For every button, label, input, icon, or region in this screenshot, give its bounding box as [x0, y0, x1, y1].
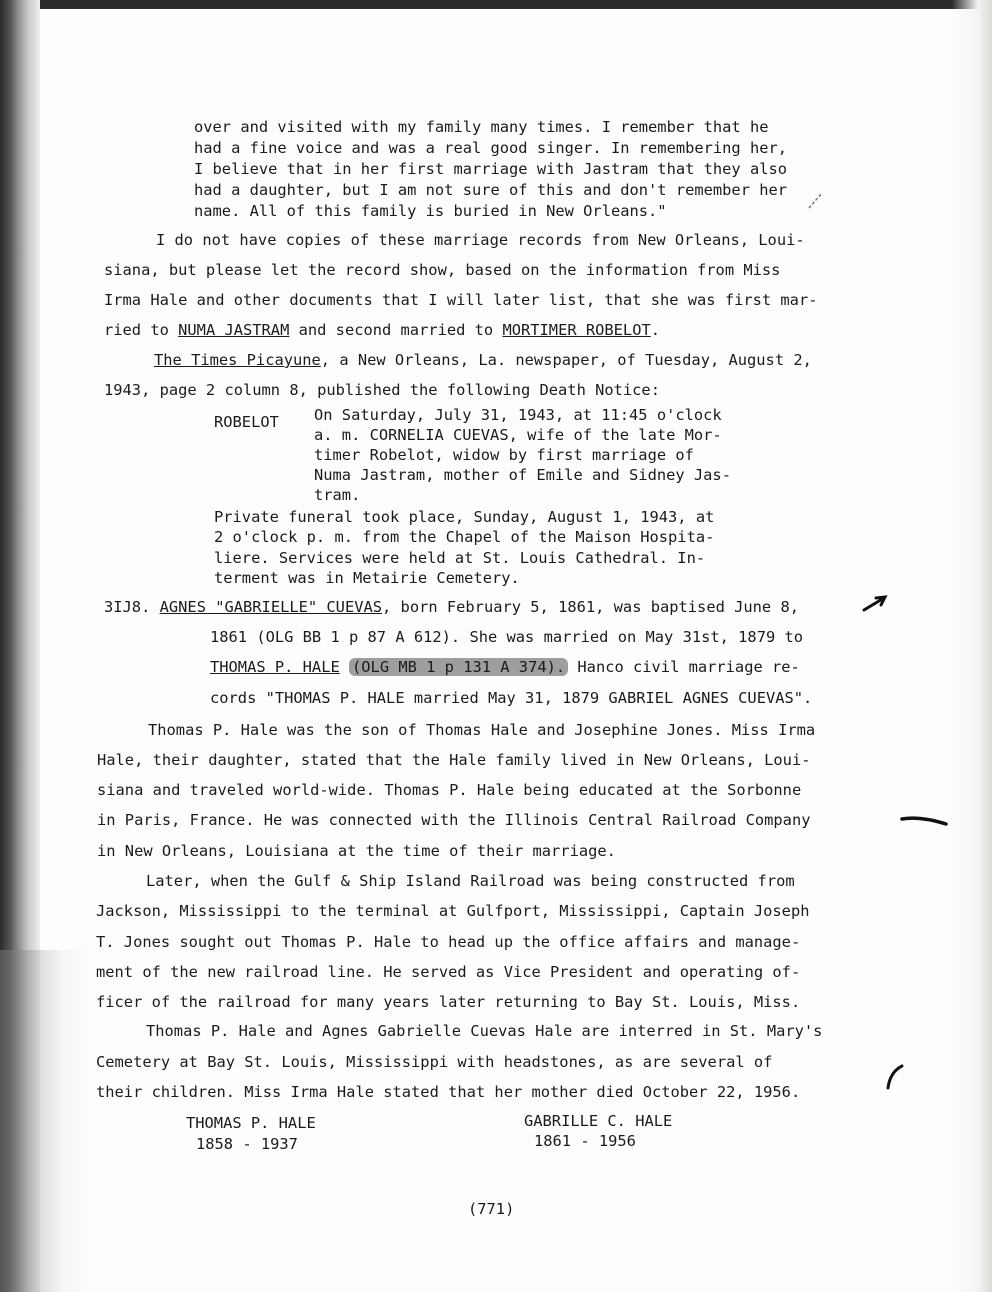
scan-right-edge	[952, 0, 992, 1292]
text-fragment: ried to	[104, 321, 179, 339]
notice-line: a. m. CORNELIA CUEVAS, wife of the late Mor-	[314, 426, 722, 444]
quote-line: over and visited with my family many times. I remember that he	[194, 118, 769, 136]
body-line: ment of the new railroad line. He served as Vice President and operating of-	[96, 963, 801, 981]
body-line: 1943, page 2 column 8, published the following Death Notice:	[104, 381, 660, 399]
body-line: Later, when the Gulf & Ship Island Railroad was being constructed from	[146, 872, 795, 890]
entry-name: AGNES "GABRIELLE" CUEVAS	[159, 598, 383, 616]
text-fragment: and second married to	[289, 321, 503, 339]
underlined-name: MORTIMER ROBELOT	[502, 321, 651, 339]
quote-line: I believe that in her first marriage with Jastram that they also	[194, 160, 788, 178]
entry-line	[104, 598, 799, 616]
notice-line: terment was in Metairie Cemetery.	[214, 569, 520, 587]
body-line: Jackson, Mississippi to the terminal at Gulfport, Mississippi, Captain Joseph	[96, 902, 810, 920]
body-line: Hale, their daughter, stated that the Hale family lived in New Orleans, Loui-	[97, 751, 811, 769]
highlighted-reference: (OLG MB 1 p 131 A 374).	[349, 658, 568, 676]
entry-line	[210, 658, 800, 676]
pen-mark-dash-icon	[900, 812, 948, 828]
notice-label: ROBELOT	[214, 413, 279, 431]
newspaper-title: The Times Picayune	[154, 351, 321, 369]
notice-line: 2 o'clock p. m. from the Chapel of the Maison Hospita-	[214, 528, 715, 546]
body-line: in Paris, France. He was connected with the Illinois Central Railroad Company	[97, 811, 811, 829]
quote-line: name. All of this family is buried in New Orleans."	[194, 202, 667, 220]
body-line: ficer of the railroad for many years later returning to Bay St. Louis, Miss.	[96, 993, 801, 1011]
body-line: Irma Hale and other documents that I will later list, that she was first mar-	[104, 291, 818, 309]
body-line: in New Orleans, Louisiana at the time of their marriage.	[97, 842, 616, 860]
notice-line: timer Robelot, widow by first marriage of	[314, 446, 694, 464]
text-fragment: , a New Orleans, La. newspaper, of Tuesday, August 2,	[320, 351, 812, 369]
entry-line: 1861 (OLG BB 1 p 87 A 612). She was married on May 31st, 1879 to	[210, 628, 804, 646]
text-fragment: Hanco civil marriage re-	[568, 658, 800, 676]
body-line: Thomas P. Hale and Agnes Gabrielle Cuevas Hale are interred in St. Mary's	[146, 1022, 823, 1040]
quote-line: had a daughter, but I am not sure of this and don't remember her	[194, 181, 788, 199]
body-line	[154, 351, 812, 369]
pen-mark-tick-icon	[806, 190, 826, 212]
notice-line: Private funeral took place, Sunday, August 1, 1943, at	[214, 508, 715, 526]
body-line: Cemetery at Bay St. Louis, Mississippi with headstones, as are several of	[96, 1053, 773, 1071]
text-fragment: .	[650, 321, 661, 339]
quote-line: had a fine voice and was a real good singer. In remembering her,	[194, 139, 788, 157]
headstone-name: GABRILLE C. HALE	[524, 1112, 673, 1130]
page-number: (771)	[468, 1200, 515, 1218]
body-line: T. Jones sought out Thomas P. Hale to head up the office affairs and manage-	[96, 933, 801, 951]
headstone-name: THOMAS P. HALE	[186, 1114, 316, 1132]
pen-mark-hook-icon	[884, 1062, 906, 1092]
entry-line: cords "THOMAS P. HALE married May 31, 1879 GABRIEL AGNES CUEVAS".	[210, 689, 813, 707]
body-line: I do not have copies of these marriage records from New Orleans, Loui-	[156, 231, 805, 249]
body-line: siana, but please let the record show, based on the information from Miss	[104, 261, 781, 279]
notice-line: liere. Services were held at St. Louis Cathedral. In-	[214, 549, 706, 567]
body-line: Thomas P. Hale was the son of Thomas Hale and Josephine Jones. Miss Irma	[148, 721, 816, 739]
notice-line: tram.	[314, 486, 361, 504]
notice-line: Numa Jastram, mother of Emile and Sidney Jas-	[314, 466, 731, 484]
scan-corner-shadow	[0, 950, 90, 1292]
spouse-name: THOMAS P. HALE	[210, 658, 340, 676]
text-fragment: , born February 5, 1861, was baptised June 8,	[382, 598, 799, 616]
body-line	[104, 321, 660, 339]
pen-mark-arrow-icon	[862, 594, 888, 614]
notice-line: On Saturday, July 31, 1943, at 11:45 o'clock	[314, 406, 722, 424]
entry-number: 3IJ8.	[104, 598, 151, 616]
headstone-years: 1861 - 1956	[534, 1132, 636, 1150]
headstone-years: 1858 - 1937	[196, 1135, 298, 1153]
scan-top-edge	[0, 0, 992, 9]
body-line: siana and traveled world-wide. Thomas P. Hale being educated at the Sorbonne	[97, 781, 802, 799]
body-line: their children. Miss Irma Hale stated that her mother died October 22, 1956.	[96, 1083, 801, 1101]
underlined-name: NUMA JASTRAM	[178, 321, 290, 339]
